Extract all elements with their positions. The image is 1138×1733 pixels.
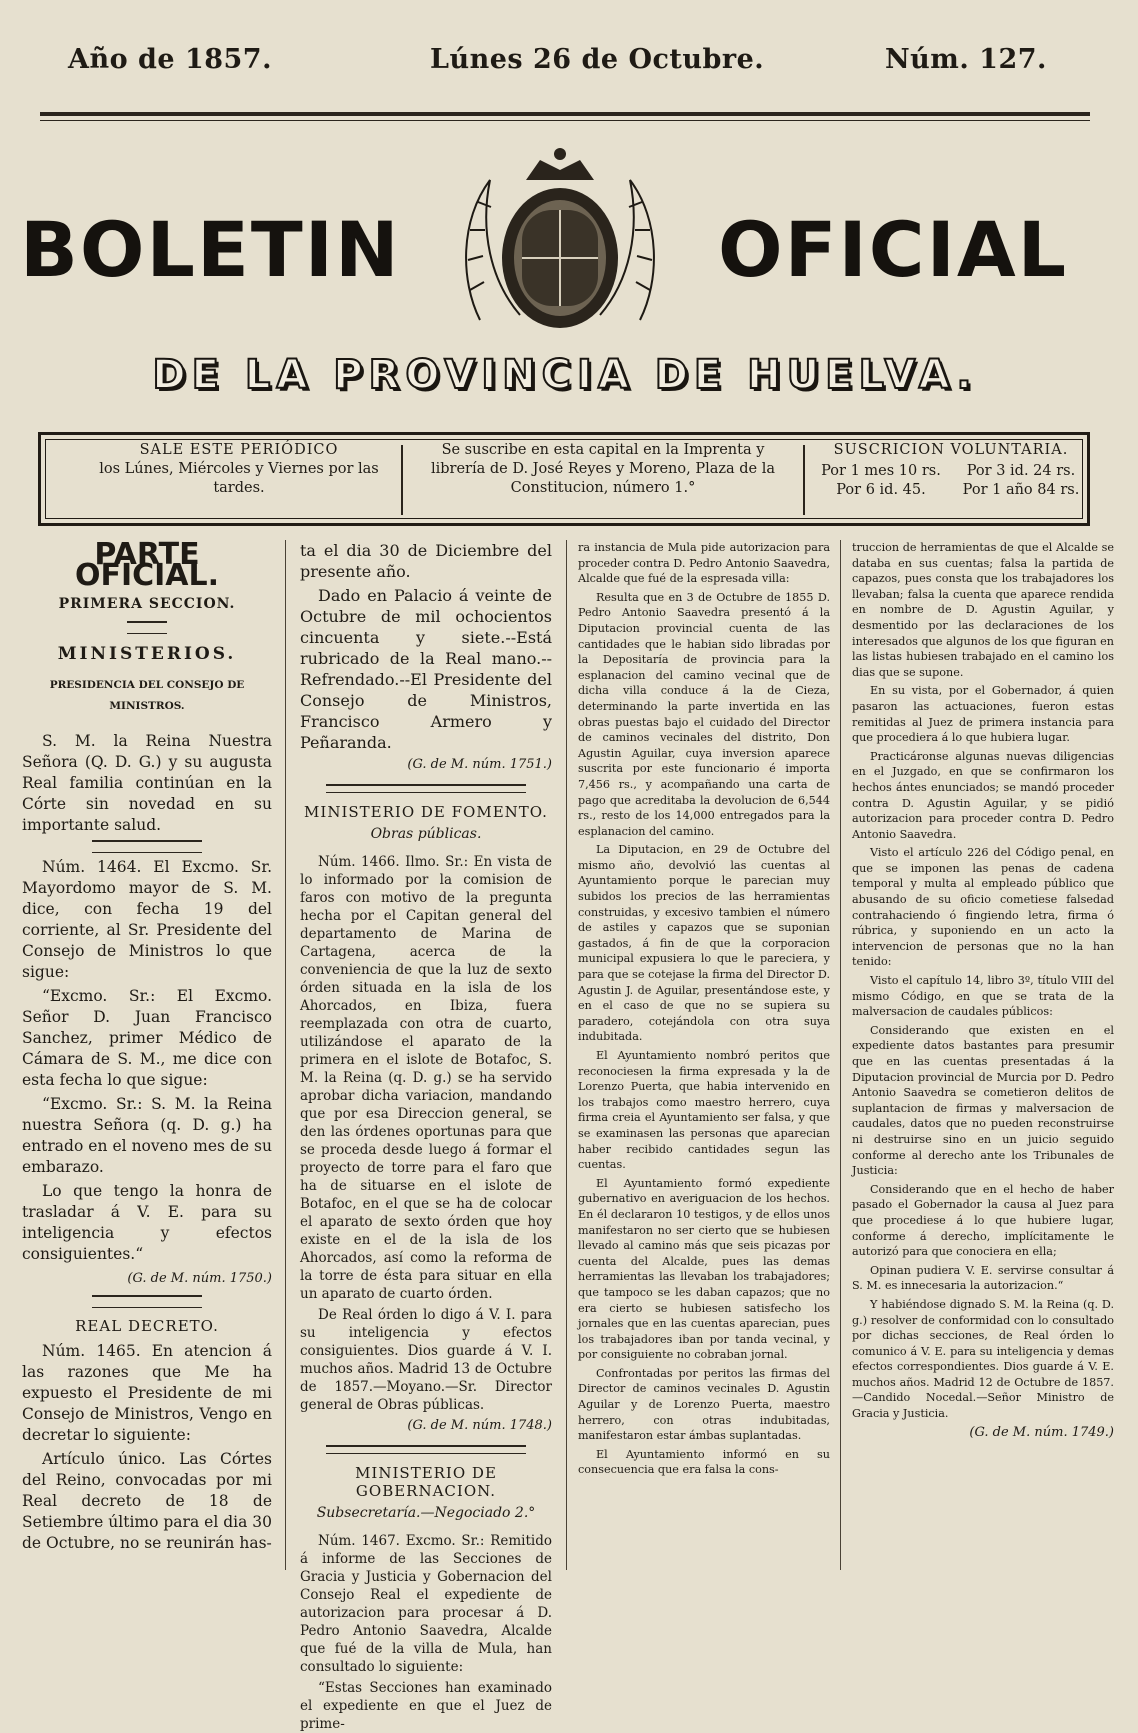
issue-date: Lúnes 26 de Octubre. [430,44,765,75]
article-paragraph: Practicáronse algunas nuevas diligencias en el Juzgado, en que se confirmaron los hechos ántes enunciados; se mandó proceder contra D. Agustin Aguilar, y se pidió autorizacion para proceder contra D. Pedro Antonio Saavedra. [852,749,1114,841]
rate-item: Por 1 mes 10 rs. [821,463,941,479]
column-2 [300,540,552,1732]
column-4 [852,540,1114,1580]
subscription-box [38,432,1090,526]
article-paragraph: S. M. la Reina Nuestra Señora (Q. D. G.) y su augusta Real familia continúan en la Córte sin novedad en su importante salud. [22,732,272,834]
column-rule [566,540,567,1570]
source-citation: (G. de M. núm. 1748.) [407,1418,552,1433]
section-subheading-obras: Obras públicas. [370,826,482,842]
article-paragraph: Confrontadas por peritos las firmas del Director de caminos vecinales D. Agustin Aguilar y de Lorenzo Puerta, maestro herrero, con otras indubitadas, manifestaron estar ámbas suplantadas. [578,1366,830,1443]
column-3 [578,540,830,1580]
ornament-rule [127,621,167,634]
ornament-rule [92,1295,202,1308]
ornament-rule [326,1445,526,1454]
masthead-subtitle: DE LA PROVINCIA DE HUELVA. [152,352,978,398]
section-heading-ministerios: MINISTERIOS. [57,644,237,664]
subscription-divider [803,445,805,515]
issue-year: Año de 1857. [68,44,272,75]
article-paragraph: De Real órden lo digo á V. I. para su inteligencia y efectos consiguientes. Dios guarde á V. I. muchos años. Madrid 13 de Octubre de 1857.—Moyano.—Sr. Director general de Obras públicas. [300,1307,552,1413]
article-paragraph: ra instancia de Mula pide autorizacion para proceder contra D. Pedro Antonio Saavedra, Alcalde que fué de la espresada villa: [578,541,830,586]
article-paragraph: Visto el capítulo 14, libro 3º, título VIII del mismo Código, en que se trata de la malversacion de caudales públicos: [852,974,1114,1019]
article-paragraph: El Ayuntamiento nombró peritos que reconociesen la firma expresada y la de Lorenzo Puerta, que habia intervenido en los trabajos como maestro herrero, cuya firma creia el Ayuntamiento ser falsa, y que se examinasen las personas que aparecian haber recibido cantidades segun las cuentas. [578,1049,830,1172]
section-heading-parte-oficial: PARTE OFICIAL. [74,537,220,593]
article-paragraph: “Excmo. Sr.: El Excmo. Señor D. Juan Francisco Sanchez, primer Médico de Cámara de S. M., me dice con esta fecha lo que sigue: [22,987,272,1089]
rate-item: Por 3 id. 24 rs. [966,463,1076,479]
issue-number: Núm. 127. [885,44,1047,75]
article-paragraph: Opinan pudiera V. E. servirse consultar á S. M. es innecesaria la autorizacion.“ [852,1263,1114,1293]
section-subheading-subsecretaria: Subsecretaría.—Negociado 2.° [316,1505,536,1521]
article-paragraph: Lo que tengo la honra de trasladar á V. E. para su inteligencia y efectos consiguientes.“ [22,1182,272,1263]
ornament-rule [326,784,526,793]
ornament-rule [92,840,202,853]
rates-grid [811,462,1091,500]
article-paragraph: Resulta que en 3 de Octubre de 1855 D. Pedro Antonio Saavedra presentó á la Diputacion provincial cuenta de las cantidades que le habian sido libradas por la Depositaría de provincia para la esplanacion del camino vecinal que de dicha villa conduce á la de Cieza, determinando la parte invertida en las obras puestas bajo el cuidado del Director de caminos vecinales del distrito, Don Agustin Aguilar, cuya inversion aparece suscrita por este funcionario é importa 7,456 rs., y acompañando una carta de pago que acreditaba la devolucion de 6,544 rs., resto de los 14,000 entregados para la esplanacion del camino. [578,590,830,838]
section-heading-presidencia: PRESIDENCIA DEL CONSEJO DE MINISTROS. [49,679,245,712]
header-rule [40,112,1090,116]
article-paragraph: La Diputacion, en 29 de Octubre del mismo año, devolvió las cuentas al Ayuntamiento porque le parecian muy subidos los precios de las herramientas construidas, y excesivo tambien el número de astiles y capazos que se suponian gastados, á fin de que la corporacion municipal expusiera lo que le pareciera, y para que se cotejase la firma del Director D. Agustin J. de Aguilar, presentándose este, y en el caso de que no se supiera su paradero, cotejándola con otra suya indubitada. [578,843,830,1044]
article-paragraph: “Excmo. Sr.: S. M. la Reina nuestra Señora (q. D. g.) ha entrado en el noveno mes de su embarazo. [22,1095,272,1176]
section-heading-primera-seccion: PRIMERA SECCION. [58,596,236,612]
rate-item: Por 6 id. 45. [836,482,926,498]
publication-days: los Lúnes, Miércoles y Viernes por las tardes. [99,461,379,496]
article-paragraph: Dado en Palacio á veinte de Octubre de mil ochocientos cincuenta y siete.--Está rubricado de la Real mano.--Refrendado.--El Presidente del Consejo de Ministros, Francisco Armero y Peñaranda. [300,586,552,752]
source-citation: (G. de M. núm. 1751.) [407,757,552,772]
article-paragraph: Considerando que existen en el expediente datos bastantes para presumir que en las cuentas presentadas á la Diputacion provincial de Murcia por D. Pedro Antonio Saavedra se cometieron delitos de suplantacion de firmas y malversacion de caudales, datos que no pueden reconstruirse ni destruirse sino en un juicio seguido conforme al derecho ante los Tribunales de Justicia: [852,1023,1114,1178]
subscription-location: Se suscribe en esta capital en la Imprenta y librería de D. José Reyes y Moreno, Plaza de la Constitucion, número 1.° [430,442,776,496]
rates-title: SUSCRICION VOLUNTARIA. [833,442,1069,458]
article-paragraph: Y habiéndose dignado S. M. la Reina (q. D. g.) resolver de conformidad con lo consultado por dichas secciones, de Real órden lo comunico á V. E. para su inteligencia y demas efectos correspondientes. Dios guarde á V. E. muchos años. Madrid 12 de Octubre de 1857.—Candido Nocedal.—Señor Ministro de Gracia y Justicia. [852,1297,1114,1421]
section-heading-gobernacion: MINISTERIO DE GOBERNACION. [355,1464,497,1500]
article-paragraph: En su vista, por el Gobernador, á quien pasaron las actuaciones, fueron estas remitidas al Juez de primera instancia para que procediera á lo que hubiera lugar. [852,684,1114,745]
article-paragraph: Considerando que en el hecho de haber pasado el Gobernador la causa al Juez para que procediese á lo que hubiere lugar, conforme á derecho, implícitamente le autorizó para que conociera en ella; [852,1182,1114,1259]
section-heading-real-decreto: REAL DECRETO. [75,1317,219,1335]
article-paragraph: Núm. 1465. En atencion á las razones que Me ha expuesto el Presidente de mi Consejo de Ministros, Vengo en decretar lo siguiente: [22,1342,272,1444]
header-rule-thin [40,120,1090,121]
column-rule [285,540,286,1570]
masthead-title-left: BOLETIN [20,205,401,294]
column-rule [840,540,841,1570]
article-paragraph: El Ayuntamiento informó en su consecuencia que era falsa la cons- [578,1447,830,1477]
article-paragraph: truccion de herramientas de que el Alcalde se databa en sus cuentas; falsa la partida de capazos, pues consta que los trabajadores los llevaban; falsa la cuenta que aparece rendida en nombre de D. Agustin Aguilar, y desmentido por las declaraciones de los interesados que algunos de los que figuran en las listas hubiesen trabajado en el camino los dias que se supone. [852,541,1114,679]
publication-info [89,441,389,513]
article-paragraph: Núm. 1467. Excmo. Sr.: Remitido á informe de las Secciones de Gracia y Justicia y Gobernacion del Consejo Real el expediente de autorizacion para procesar á D. Pedro Antonio Saavedra, Alcalde que fué de la villa de Mula, han consultado lo siguiente: [300,1533,552,1675]
masthead-title-right: OFICIAL [718,205,1069,294]
source-citation: (G. de M. núm. 1749.) [969,1424,1114,1440]
article-paragraph: ta el dia 30 de Diciembre del presente año. [300,541,552,581]
article-paragraph: Visto el artículo 226 del Código penal, en que se imponen las penas de cadena temporal y multa al empleado público que abusando de su oficio cometiese falsedad contrahaciendo ó fingiendo letra, firma ó rúbrica, y suponiendo en un acto la intervencion de personas que no la han tenido: [852,846,1114,969]
article-paragraph: “Estas Secciones han examinado el expediente en que el Juez de prime- [300,1680,552,1732]
article-paragraph: Artículo único. Las Córtes del Reino, convocadas por mi Real decreto de 18 de Setiembre último para el dia 30 de Octubre, no se reunirán has- [22,1450,272,1552]
section-heading-fomento: MINISTERIO DE FOMENTO. [304,803,548,821]
publication-title: SALE ESTE PERIÓDICO [139,442,339,458]
issue-header [40,44,1090,88]
column-1 [22,537,272,1580]
source-citation: (G. de M. núm. 1750.) [127,1271,272,1286]
article-paragraph: Núm. 1466. Ilmo. Sr.: En vista de lo informado por la comision de faros con motivo de la pregunta hecha por el Capitan general del departamento de Marina de Cartagena, acerca de la conveniencia de que la luz de sexto órden situada en la isla de los Ahorcados, en Ibiza, fuera reemplazada con otra de cuarto, utilizándose el aparato de la primera en el islote de Botafoc, S. M. la Reina (q. D. g.) se ha servido aprobar dicha variacion, mandando que por esa Direccion general, se den las órdenes oportunas para que se proceda desde luego á formar el proyecto de torre para el faro que ha de situarse en el islote de Botafoc, en el que se ha de colocar el aparato de sexto órden que hoy existe en el de la isla de los Ahorcados, así como la reforma de la torre de ésta para situar en ella un aparato de cuarto órden. [300,854,552,1302]
article-paragraph: Núm. 1464. El Excmo. Sr. Mayordomo mayor de S. M. dice, con fecha 19 del corriente, al Sr. Presidente del Consejo de Ministros lo que sigue: [22,858,272,981]
subscription-rates [811,441,1091,513]
rate-item: Por 1 año 84 rs. [962,482,1080,498]
subscription-divider [401,445,403,515]
article-paragraph: El Ayuntamiento formó expediente gubernativo en averiguacion de los hechos. En él declararon 10 testigos, y de ellos unos manifestaron no ser cierto que se hubiesen llevado al camino más que seis picazas por cuenta del Alcalde, pues las demas herramientas las llevaban los trabajadores; que tampoco se les daban capazos; que no era cierto se hubiesen satisfecho los jornales que en las cuentas aparecian, pues los trabajadores iban por tanda vecinal, y por consiguiente no cobraban jornal. [578,1176,830,1362]
coat-of-arms-icon [440,140,680,340]
